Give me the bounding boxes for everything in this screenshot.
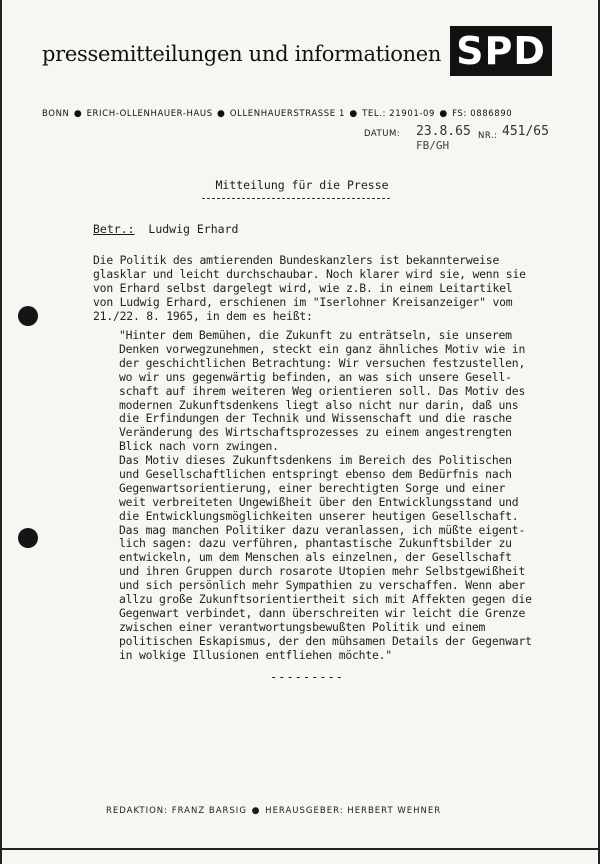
- bullet-icon: ●: [217, 109, 226, 119]
- address-building: ERICH-OLLENHAUER-HAUS: [86, 109, 213, 119]
- subject-value: Ludwig Erhard: [148, 222, 239, 236]
- paragraph-line: in wolkige Illusionen entfliehen möchte.": [119, 647, 392, 662]
- subject-label: Betr.:: [93, 222, 135, 236]
- punch-hole-icon: [18, 528, 38, 548]
- address-phone: TEL.: 21901-09: [362, 109, 436, 119]
- closing-separator: ---------: [270, 670, 345, 684]
- footer-publisher: HERAUSGEBER: HERBERT WEHNER: [265, 806, 442, 816]
- address-telex: FS: 0886890: [452, 109, 513, 119]
- date-label: DATUM:: [364, 129, 401, 139]
- paragraph-line: und ihren Gruppen durch rosarote Utopien mehr Selbstgewißheit: [119, 564, 526, 579]
- bullet-icon: ●: [349, 109, 358, 119]
- footer-credits: [106, 806, 441, 816]
- number-value: 451/65: [502, 124, 549, 139]
- paragraph-line: Das mag manchen Politiker dazu veranlassen, ich müßte eigent-: [119, 522, 526, 537]
- number-label: NR.:: [478, 131, 498, 141]
- spd-logo-text: SPD: [456, 29, 546, 73]
- paragraph-line: weit verbreiteten Ungewißheit über den Entwicklungsstand und: [119, 494, 519, 509]
- address-line: [42, 109, 512, 119]
- document-heading: Mitteilung für die Presse: [215, 178, 389, 192]
- masthead-title: pressemitteilungen und informationen: [42, 42, 442, 66]
- paragraph-line: allzu große Zukunftsorientiertheit sich mit Affekten gegen die: [119, 592, 532, 607]
- bottom-border: [2, 848, 600, 850]
- footer-editor: REDAKTION: FRANZ BARSIG: [106, 806, 247, 816]
- address-city: BONN: [42, 109, 70, 119]
- paragraph-line: Die Politik des amtierenden Bundeskanzlers ist bekannterweise: [93, 253, 500, 267]
- paragraph-line: Gegenwartsorientierung, einer berechtigten Sorge und einer: [119, 480, 506, 495]
- paragraph-line: lich sagen: dazu verführen, phantastische Zukunftsbilder zu: [119, 536, 512, 551]
- author-initials: FB/GH: [416, 139, 450, 152]
- paragraph-line: Blick nach vorn zwingen.: [119, 439, 279, 454]
- quote-paragraph-2: [119, 454, 569, 663]
- spd-logo: [450, 26, 552, 76]
- paragraph-line: von Erhard selbst dargelegt wird, wie z.B. in einem Leitartikel: [93, 280, 513, 295]
- bullet-icon: ●: [439, 109, 448, 119]
- paragraph-line: zwischen einer verantwortungsbewußten Politik und einem: [119, 619, 486, 634]
- paragraph-line: "Hinter dem Bemühen, die Zukunft zu enträtseln, sie unserem: [119, 328, 512, 342]
- paragraph-line: schaft auf ihrem weiteren Weg orientieren soll. Das Motiv des: [119, 383, 526, 398]
- paragraph-line: und Gesellschaftlichen entspringt ebenso dem Bedürfnis nach: [119, 466, 512, 481]
- paragraph-line: von Ludwig Erhard, erschienen im "Iserlohner Kreisanzeiger" vom: [93, 294, 513, 309]
- bullet-icon: ●: [251, 806, 261, 816]
- subject-line: [93, 222, 238, 236]
- paragraph-line: entwickeln, um dem Menschen als einzelnen, der Gesellschaft: [119, 550, 512, 565]
- quote-paragraph-1: [119, 329, 569, 454]
- paragraph-line: der geschichtlichen Betrachtung: Wir versuchen festzustellen,: [119, 355, 526, 370]
- paragraph-line: wo wir uns gegenwärtig befinden, an was sich unsere Gesell-: [119, 369, 512, 384]
- heading-underline: [202, 198, 390, 199]
- intro-paragraph: [93, 254, 563, 324]
- bullet-icon: ●: [73, 109, 83, 119]
- address-street: OLLENHAUERSTRASSE 1: [229, 109, 346, 119]
- paragraph-line: die Entwicklungsmöglichkeiten unserer heutigen Gesellschaft.: [119, 508, 519, 523]
- paragraph-line: 21./22. 8. 1965, in dem es heißt:: [93, 308, 313, 323]
- paragraph-line: glasklar und leicht durchschaubar. Noch klarer wird sie, wenn sie: [93, 266, 526, 281]
- paragraph-line: modernen Zukunftsdenkens liegt also nicht nur darin, daß uns: [119, 397, 519, 412]
- paragraph-line: Gegenwart verbindet, dann überschreiten wir leicht die Grenze: [119, 605, 526, 620]
- paragraph-line: Veränderung des Wirtschaftsprozesses zu einem angestrengten: [119, 425, 512, 440]
- paragraph-line: und sich persönlich mehr Sympathien zu verschaffen. Wenn aber: [119, 578, 526, 593]
- paragraph-line: Denken vorwegzunehmen, steckt ein ganz ähnliches Motiv wie in: [119, 341, 526, 356]
- paragraph-line: politischen Eskapismus, der den mühsamen Details der Gegenwart: [119, 633, 532, 648]
- punch-hole-icon: [18, 306, 38, 326]
- paragraph-line: die Erfindungen der Technik und Wissenschaft und die rasche: [119, 411, 512, 426]
- paragraph-line: Das Motiv dieses Zukunftsdenkens im Bereich des Politischen: [119, 453, 512, 467]
- date-value: 23.8.65: [416, 124, 471, 139]
